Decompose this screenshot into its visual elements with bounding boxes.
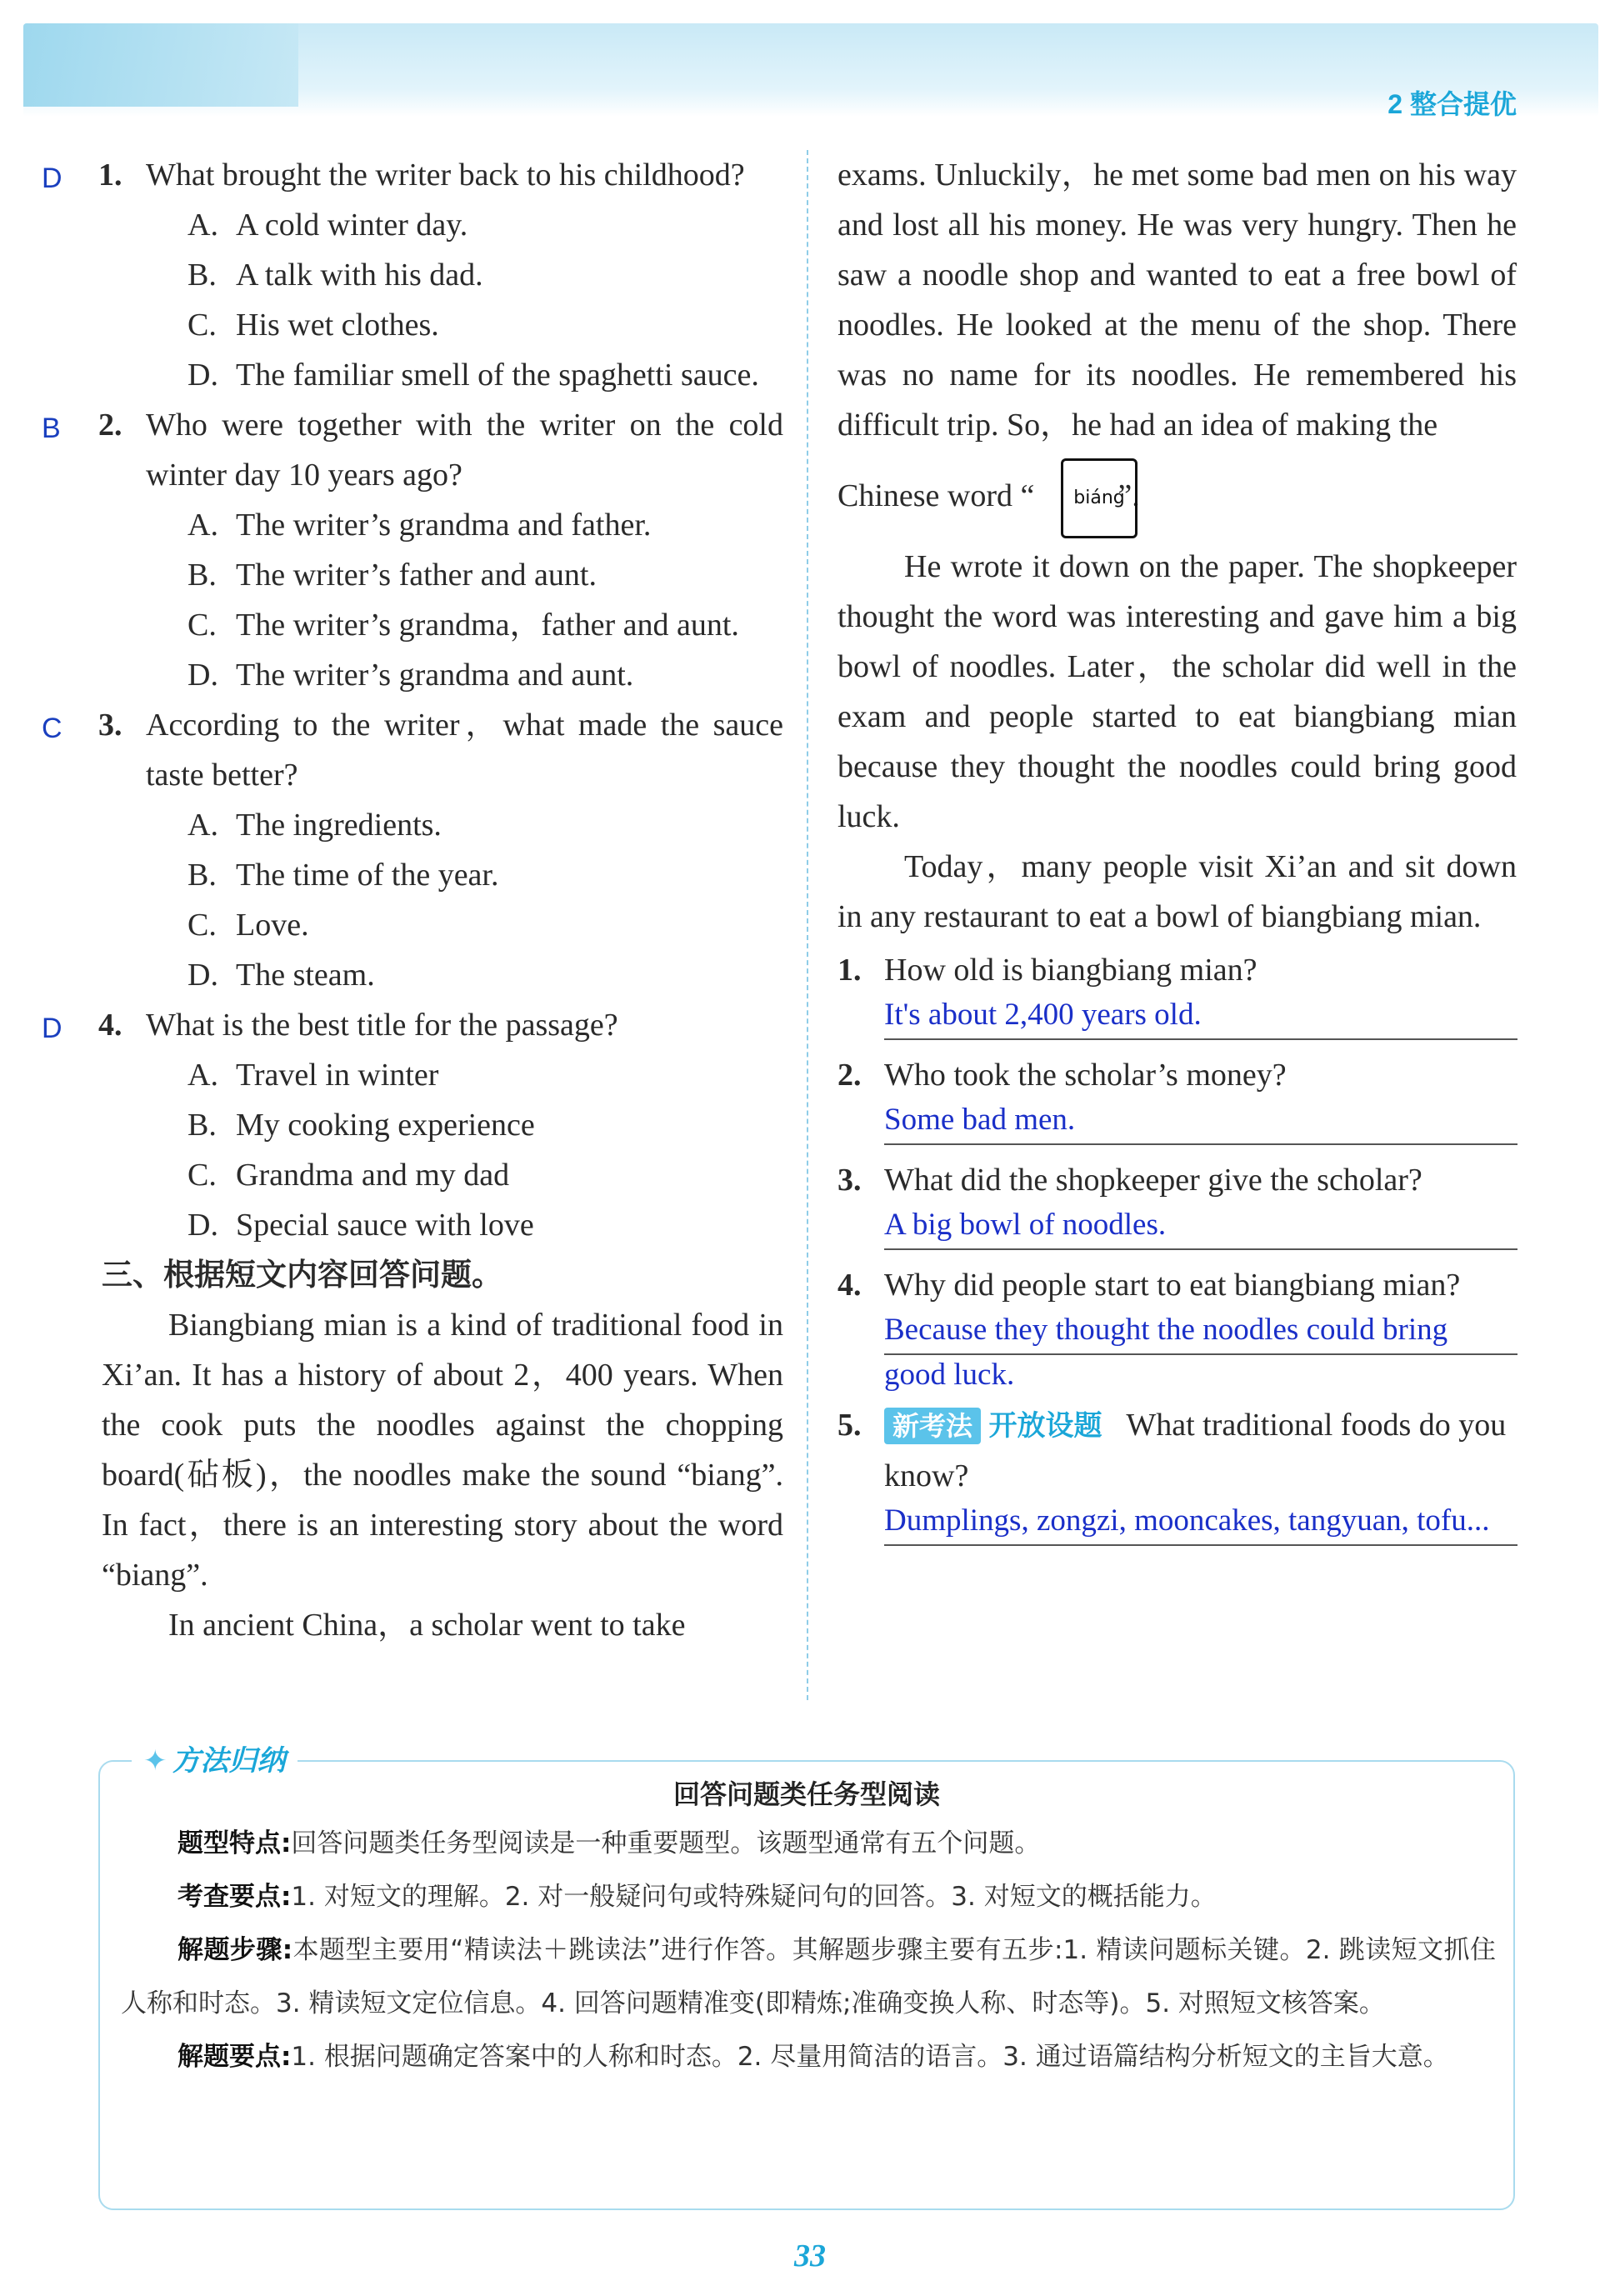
question-text: What traditional foods do you know? bbox=[884, 1408, 1507, 1493]
question-text: How old is biangbiang mian? bbox=[884, 953, 1258, 988]
new-format-tag: 新考法 bbox=[884, 1408, 981, 1444]
page-number: 33 bbox=[794, 2238, 826, 2273]
section-title: 三、根据短文内容回答问题。 bbox=[102, 1258, 502, 1292]
answer-text: Dumplings, zongzi, mooncakes, tangyuan, tofu... bbox=[884, 1501, 1518, 1546]
option-letter: A. bbox=[188, 508, 218, 543]
method-item-text: 1. 对短文的理解。2. 对一般疑问句或特殊疑问句的回答。3. 对短文的概括能力。 bbox=[291, 1882, 1217, 1912]
question-text-line bbox=[884, 1400, 1517, 1501]
option-letter: D. bbox=[188, 1208, 218, 1243]
option-text: The familiar smell of the spaghetti sauce. bbox=[236, 358, 759, 393]
choice-question-2 bbox=[42, 400, 783, 700]
option-letter: A. bbox=[188, 208, 218, 243]
option-text: The time of the year. bbox=[236, 858, 499, 893]
option-letter: D. bbox=[188, 358, 218, 393]
option-b bbox=[146, 1100, 783, 1150]
method-summary-title: 回答问题类任务型阅读 bbox=[672, 1779, 940, 1809]
option-c bbox=[146, 900, 783, 950]
option-text: The ingredients. bbox=[236, 808, 442, 843]
option-a bbox=[146, 500, 783, 550]
chinese-word-prefix: Chinese word “ bbox=[838, 478, 1035, 513]
choice-question-3 bbox=[42, 700, 783, 1000]
question-number: 4. bbox=[838, 1268, 862, 1303]
question-stem: Who were together with the writer on the cold winter day 10 years ago? bbox=[146, 408, 783, 493]
option-c bbox=[146, 300, 783, 350]
option-d bbox=[146, 1200, 783, 1250]
option-text: Special sauce with love bbox=[236, 1208, 534, 1243]
method-item-4 bbox=[121, 2030, 1496, 2083]
passage-paragraph-4: Today，many people visit Xi’an and sit down in any restaurant to eat a bowl of biangbiang mian. bbox=[838, 849, 1517, 934]
answer-text: Some bad men. bbox=[884, 1100, 1518, 1145]
answer-text: It's about 2,400 years old. bbox=[884, 995, 1518, 1040]
choice-question-4 bbox=[42, 1000, 783, 1250]
option-text: A cold winter day. bbox=[236, 208, 468, 243]
right-column bbox=[838, 150, 1517, 1556]
reading-question-3 bbox=[838, 1155, 1517, 1250]
option-letter: C. bbox=[188, 1158, 217, 1193]
biang-character-image bbox=[1061, 458, 1138, 538]
option-b bbox=[146, 250, 783, 300]
method-item-1 bbox=[121, 1817, 1496, 1870]
option-text: My cooking experience bbox=[236, 1108, 535, 1143]
passage-paragraph-3: He wrote it down on the paper. The shopkeeper thought the word was interesting and gave him a big bowl of noodles. Later，the scholar did well in the exam and people started to eat biangbiang mian because they thought the noodles could bring good luck. bbox=[838, 549, 1517, 834]
answer-mark: D bbox=[42, 163, 62, 194]
option-d bbox=[146, 650, 783, 700]
answer-mark: C bbox=[42, 713, 62, 744]
option-text: The writer’s grandma，father and aunt. bbox=[236, 608, 739, 643]
question-number: 4. bbox=[98, 1008, 122, 1043]
option-letter: C. bbox=[188, 908, 217, 943]
option-letter: D. bbox=[188, 958, 218, 993]
option-letter: B. bbox=[188, 558, 217, 593]
question-text: Who took the scholar’s money? bbox=[884, 1058, 1287, 1093]
option-a bbox=[146, 1050, 783, 1100]
question-number: 3. bbox=[98, 708, 122, 743]
method-item-key: 题型特点: bbox=[178, 1828, 292, 1858]
option-b bbox=[146, 550, 783, 600]
answer-mark: D bbox=[42, 1013, 62, 1044]
option-text: A talk with his dad. bbox=[236, 258, 483, 293]
question-text: What did the shopkeeper give the scholar? bbox=[884, 1163, 1422, 1198]
method-item-text: 1. 根据问题确定答案中的人称和时态。2. 尽量用简洁的语言。3. 通过语篇结构分析短文的主旨大意。 bbox=[291, 2042, 1449, 2072]
question-number: 3. bbox=[838, 1163, 862, 1198]
option-d bbox=[146, 950, 783, 1000]
option-c bbox=[146, 600, 783, 650]
method-summary-label bbox=[132, 1738, 298, 1778]
reading-question-1 bbox=[838, 945, 1517, 1040]
chinese-word-suffix: ”. bbox=[1118, 478, 1140, 513]
option-letter: C. bbox=[188, 308, 217, 343]
choice-question-1 bbox=[42, 150, 783, 400]
chapter-title: 2 整合提优 bbox=[1388, 89, 1517, 119]
question-number: 2. bbox=[838, 1058, 862, 1093]
option-a bbox=[146, 200, 783, 250]
chinese-word-line bbox=[838, 450, 1517, 542]
question-stem: According to the writer，what made the sauce taste better? bbox=[146, 708, 783, 793]
passage-paragraph-1: Biangbiang mian is a kind of traditional food in Xi’an. It has a history of about 2，400 years. When the cook puts the noodles against the chopping board(砧板)，the noodles make the sound “biang”. In fact，there is an interesting story about the word “biang”. bbox=[102, 1308, 783, 1593]
option-text: Travel in winter bbox=[236, 1058, 439, 1093]
answer-text-line-2: good luck. bbox=[884, 1358, 1015, 1392]
method-item-text: 回答问题类任务型阅读是一种重要题型。该题型通常有五个问题。 bbox=[291, 1828, 1041, 1858]
reading-question-5 bbox=[838, 1400, 1517, 1546]
reading-question-2 bbox=[838, 1050, 1517, 1145]
sparkle-icon: ✦ bbox=[143, 1745, 168, 1777]
option-c bbox=[146, 1150, 783, 1200]
option-letter: D. bbox=[188, 658, 218, 693]
option-text: His wet clothes. bbox=[236, 308, 439, 343]
method-item-2 bbox=[121, 1870, 1496, 1923]
question-number: 1. bbox=[838, 953, 862, 988]
question-stem: What is the best title for the passage? bbox=[146, 1008, 618, 1043]
option-b bbox=[146, 850, 783, 900]
method-item-key: 解题要点: bbox=[178, 2042, 292, 2072]
method-item-text: 本题型主要用“精读法＋跳读法”进行作答。其解题步骤主要有五步:1. 精读问题标关键。2. 跳读短文抓住人称和时态。3. 精读短文定位信息。4. 回答问题精准变(即精炼;准确变换人称、时态等)。5. 对照短文核答案。 bbox=[121, 1935, 1496, 2018]
method-summary-body bbox=[121, 1817, 1496, 2083]
option-letter: B. bbox=[188, 1108, 217, 1143]
biang-character-label: biáng bbox=[1073, 488, 1125, 508]
answer-text: A big bowl of noodles. bbox=[884, 1205, 1518, 1250]
left-column bbox=[42, 150, 783, 1650]
multiple-choice-questions bbox=[42, 150, 783, 1250]
method-item-key: 考查要点: bbox=[178, 1882, 292, 1912]
column-divider bbox=[807, 150, 808, 1700]
question-stem: What brought the writer back to his childhood? bbox=[146, 158, 745, 193]
option-letter: A. bbox=[188, 808, 218, 843]
option-d bbox=[146, 350, 783, 400]
answer-mark: B bbox=[42, 413, 61, 444]
option-text: The writer’s grandma and aunt. bbox=[236, 658, 634, 693]
option-text: The writer’s grandma and father. bbox=[236, 508, 652, 543]
reading-question-4 bbox=[838, 1260, 1517, 1398]
option-letter: B. bbox=[188, 258, 217, 293]
question-text: Why did people start to eat biangbiang mian? bbox=[884, 1268, 1461, 1303]
option-text: Grandma and my dad bbox=[236, 1158, 510, 1193]
passage-paragraph-2-continued: exams. Unluckily，he met some bad men on his way and lost all his money. He was very hungry. Then he saw a noodle shop and wanted to eat a free bowl of noodles. He looked at the menu of the shop. There was no name for its noodles. He remembered his difficult trip. So，he had an idea of making the bbox=[838, 158, 1517, 443]
header-band bbox=[23, 23, 1598, 117]
option-text: The writer’s father and aunt. bbox=[236, 558, 597, 593]
option-letter: C. bbox=[188, 608, 217, 643]
method-item-3 bbox=[121, 1923, 1496, 2030]
option-text: The steam. bbox=[236, 958, 375, 993]
method-item-key: 解题步骤: bbox=[178, 1935, 293, 1965]
question-number: 5. bbox=[838, 1408, 862, 1443]
open-question-tag: 开放设题 bbox=[988, 1410, 1102, 1442]
question-number: 2. bbox=[98, 408, 122, 443]
question-number: 1. bbox=[98, 158, 122, 193]
option-letter: B. bbox=[188, 858, 217, 893]
answer-text-line-1: Because they thought the noodles could bring bbox=[884, 1310, 1518, 1355]
method-label-text: 方法归纳 bbox=[172, 1745, 286, 1777]
option-a bbox=[146, 800, 783, 850]
option-letter: A. bbox=[188, 1058, 218, 1093]
passage-paragraph-2-start: In ancient China，a scholar went to take bbox=[168, 1608, 686, 1643]
option-text: Love. bbox=[236, 908, 309, 943]
